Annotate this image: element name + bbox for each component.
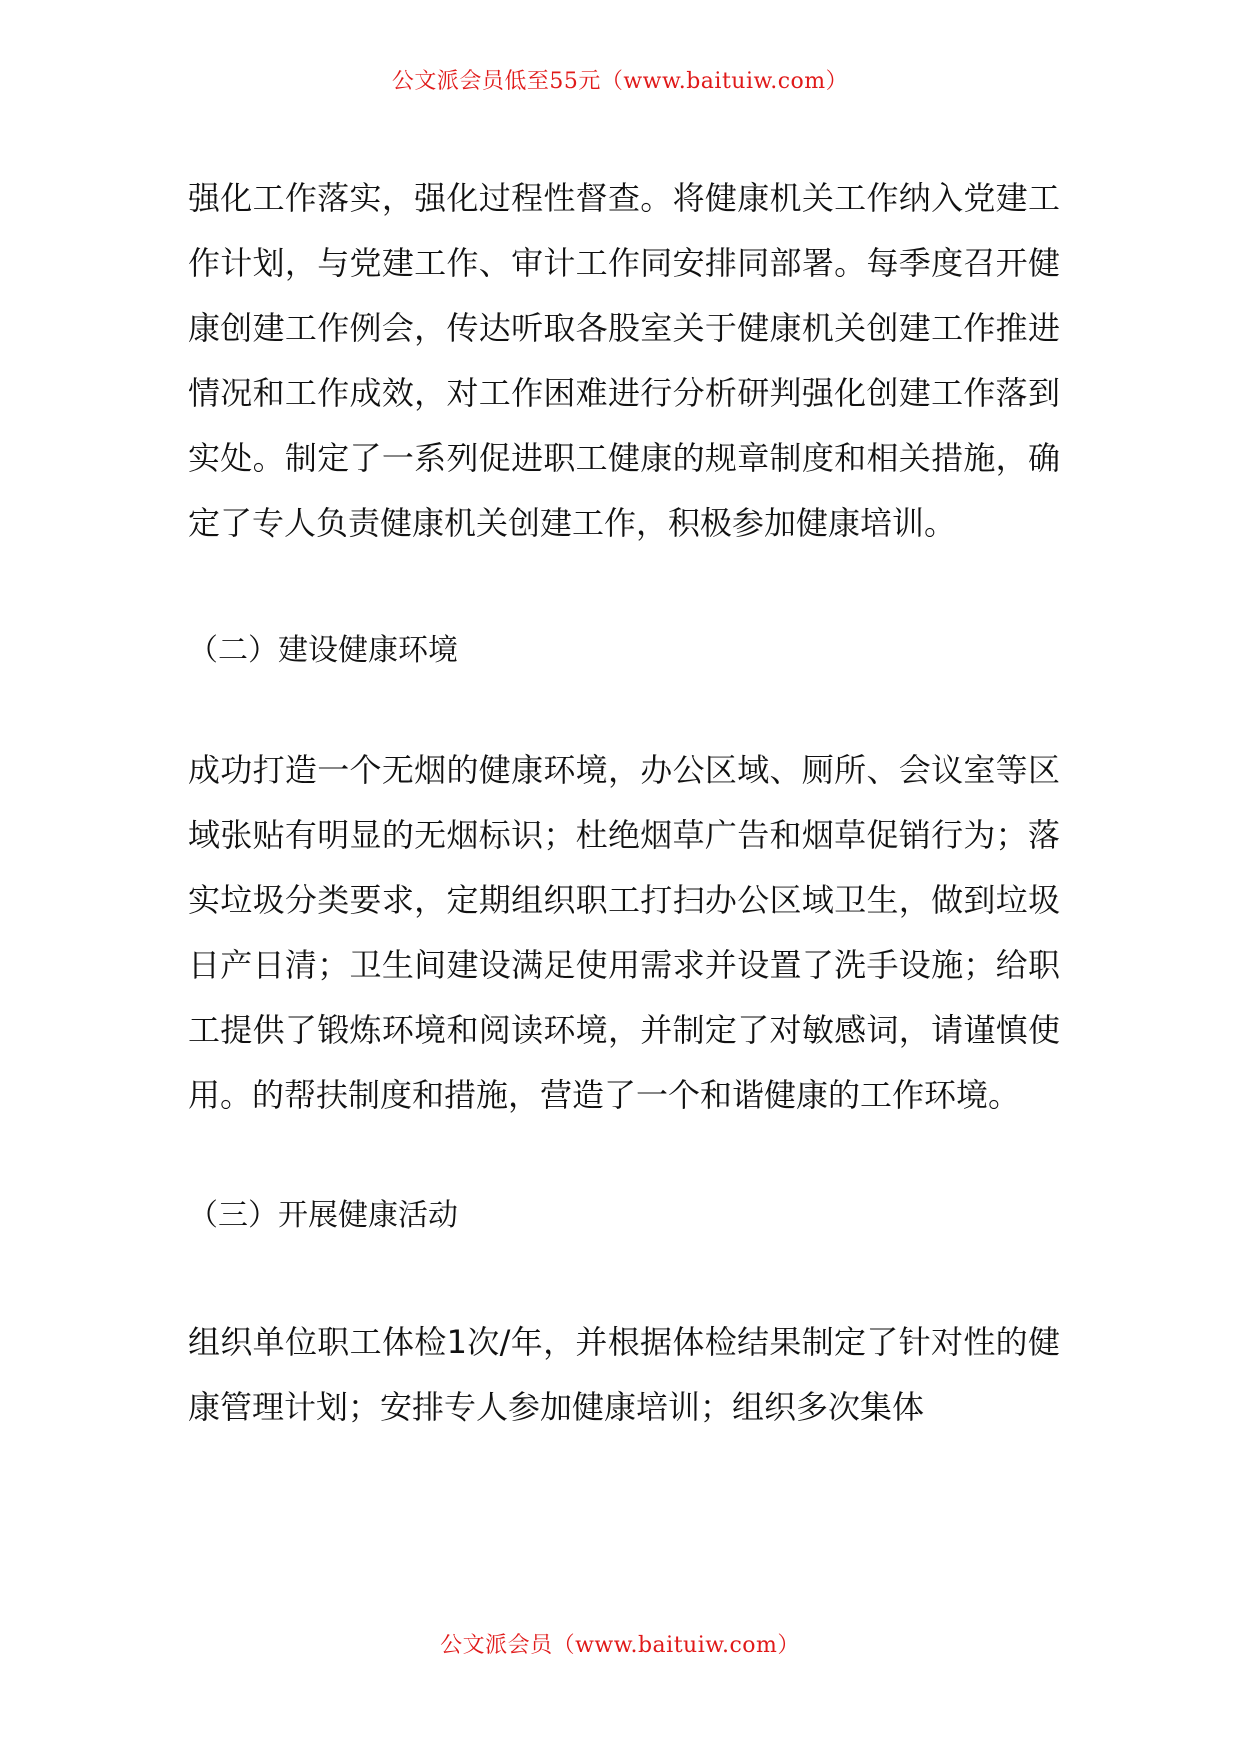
spacer xyxy=(188,1128,1060,1183)
spacer xyxy=(188,683,1060,738)
spacer xyxy=(188,556,1060,618)
paragraph-environment: 成功打造一个无烟的健康环境，办公区域、厕所、会议室等区域张贴有明显的无烟标识；杜绝烟草广告和烟草促销行为；落实垃圾分类要求，定期组织职工打扫办公区域卫生，做到垃圾日产日清；卫生间建设满足使用需求并设置了洗手设施；给职工提供了锻炼环境和阅读环境，并制定了对敏感词，请谨慎使用。的帮扶制度和措施，营造了一个和谐健康的工作环境。 xyxy=(188,751,1060,1114)
document-body xyxy=(188,166,1060,1440)
paragraph-activities: 组织单位职工体检1次/年，并根据体检结果制定了针对性的健康管理计划；安排专人参加健康培训；组织多次集体 xyxy=(188,1323,1060,1426)
footer-watermark-banner: 公文派会员（www.baituiw.com） xyxy=(440,1633,800,1658)
paragraph-responsibility: 强化工作落实，强化过程性督查。将健康机关工作纳入党建工作计划，与党建工作、审计工作同安排同部署。每季度召开健康创建工作例会，传达听取各股室关于健康机关创建工作推进情况和工作成效，对工作困难进行分析研判强化创建工作落到实处。制定了一系列促进职工健康的规章制度和相关措施，确定了专人负责健康机关创建工作，积极参加健康培训。 xyxy=(188,179,1060,542)
spacer xyxy=(188,1248,1060,1310)
section-heading-activities: （三）开展健康活动 xyxy=(188,1198,458,1233)
section-heading-environment: （二）建设健康环境 xyxy=(188,633,458,668)
header-watermark-banner: 公文派会员低至55元（www.baituiw.com） xyxy=(391,69,849,94)
